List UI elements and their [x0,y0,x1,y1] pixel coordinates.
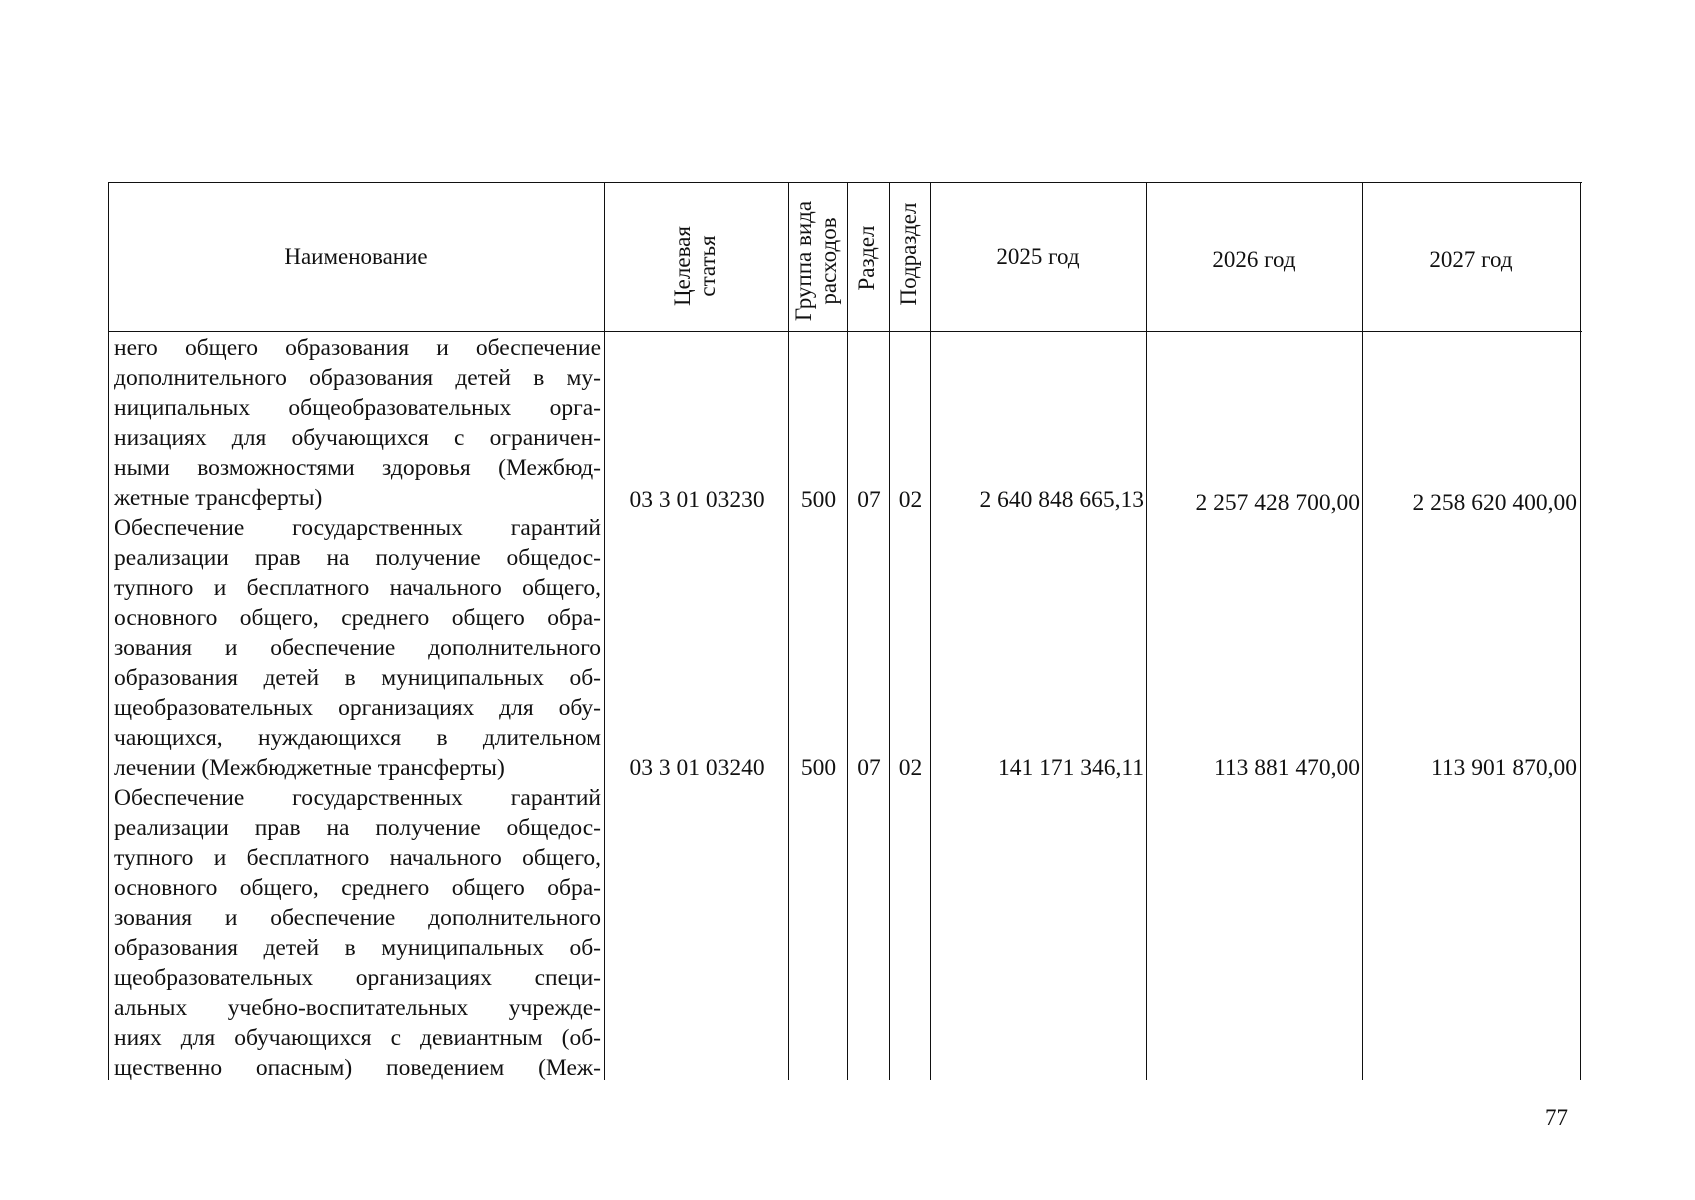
text-line: ными возможностями здоровья (Межбюд- [114,455,601,481]
amount-2027-cell: 113 901 870,00 [1430,755,1577,781]
text-line: образования детей в муниципальных об- [114,665,601,691]
text-line: основного общего, среднего общего обра- [114,605,601,631]
page-number: 77 [1545,1105,1568,1130]
col-border-group [847,182,848,1080]
text-line: ниципальных общеобразовательных орга- [114,395,601,421]
text-line: щественно опасным) поведением (Меж- [114,1055,601,1081]
text-line: реализации прав на получение общедос- [114,545,601,571]
amount-2026-cell: 2 257 428 700,00 [1195,490,1360,516]
text-line: тупного и бесплатного начального общего, [114,575,601,601]
col-border-section [889,182,890,1080]
expense-group-cell: 500 [800,487,837,513]
text-line: жетные трансферты) [114,485,323,511]
section-cell: 07 [857,755,881,781]
subsection-cell: 02 [898,755,923,781]
text-line: образования детей в муниципальных об- [114,935,601,961]
amount-2027-cell: 2 258 620 400,00 [1412,490,1577,516]
name-column-text [114,333,601,1083]
text-line: щеобразовательных организациях специ- [114,965,601,991]
text-line: Обеспечение государственных гарантий [114,515,601,541]
header-target-article [670,191,722,341]
header-subsection-text: Подраздел [896,202,921,306]
text-line: щеобразовательных организациях для обу- [114,695,601,721]
header-2025: 2025 год [996,243,1080,269]
text-line: низациях для обучающихся с ограничен- [114,425,601,451]
table-row-name-1 [114,333,601,513]
header-name: Наименование [284,243,428,269]
text-line: основного общего, среднего общего обра- [114,875,601,901]
header-bottom-border [108,331,1582,332]
text-line: Обеспечение государственных гарантий [114,785,601,811]
amount-2025-cell: 141 171 346,11 [997,755,1144,781]
text-line: ниях для обучающихся с девиантным (об- [114,1025,601,1051]
col-border-article [788,182,789,1080]
text-line: него общего образования и обеспечение [114,335,601,361]
col-border-right [1580,182,1581,1080]
section-cell: 07 [857,487,881,513]
text-line: чающихся, нуждающихся в длительном [114,725,601,751]
text-line: зования и обеспечение дополнительного [114,635,601,661]
subsection-cell: 02 [898,487,923,513]
header-subsection [896,194,924,314]
header-2026: 2026 год [1212,246,1296,272]
header-expense-group-text: Группа вида расходов [791,200,841,322]
text-line: дополнительного образования детей в му- [114,365,601,391]
amount-2025-cell: 2 640 848 665,13 [979,487,1144,513]
header-expense-group [791,186,843,336]
amount-2026-cell: 113 881 470,00 [1213,755,1360,781]
table-row-name-3 [114,783,601,1083]
table-row-name-2 [114,513,601,783]
text-line: лечении (Межбюджетные трансферты) [114,755,505,781]
text-line: реализации прав на получение общедос- [114,815,601,841]
header-2027: 2027 год [1429,246,1513,272]
header-section [854,198,882,318]
text-line: зования и обеспечение дополнительного [114,905,601,931]
target-article-cell: 03 3 01 03230 [629,487,765,513]
col-border-name [604,182,605,1080]
header-target-article-text: Целевая статья [670,226,720,306]
expense-group-cell: 500 [800,755,837,781]
text-line: тупного и бесплатного начального общего, [114,845,601,871]
target-article-cell: 03 3 01 03240 [629,755,765,781]
text-line: альных учебно-воспитательных учрежде- [114,995,601,1021]
header-section-text: Раздел [854,225,879,291]
